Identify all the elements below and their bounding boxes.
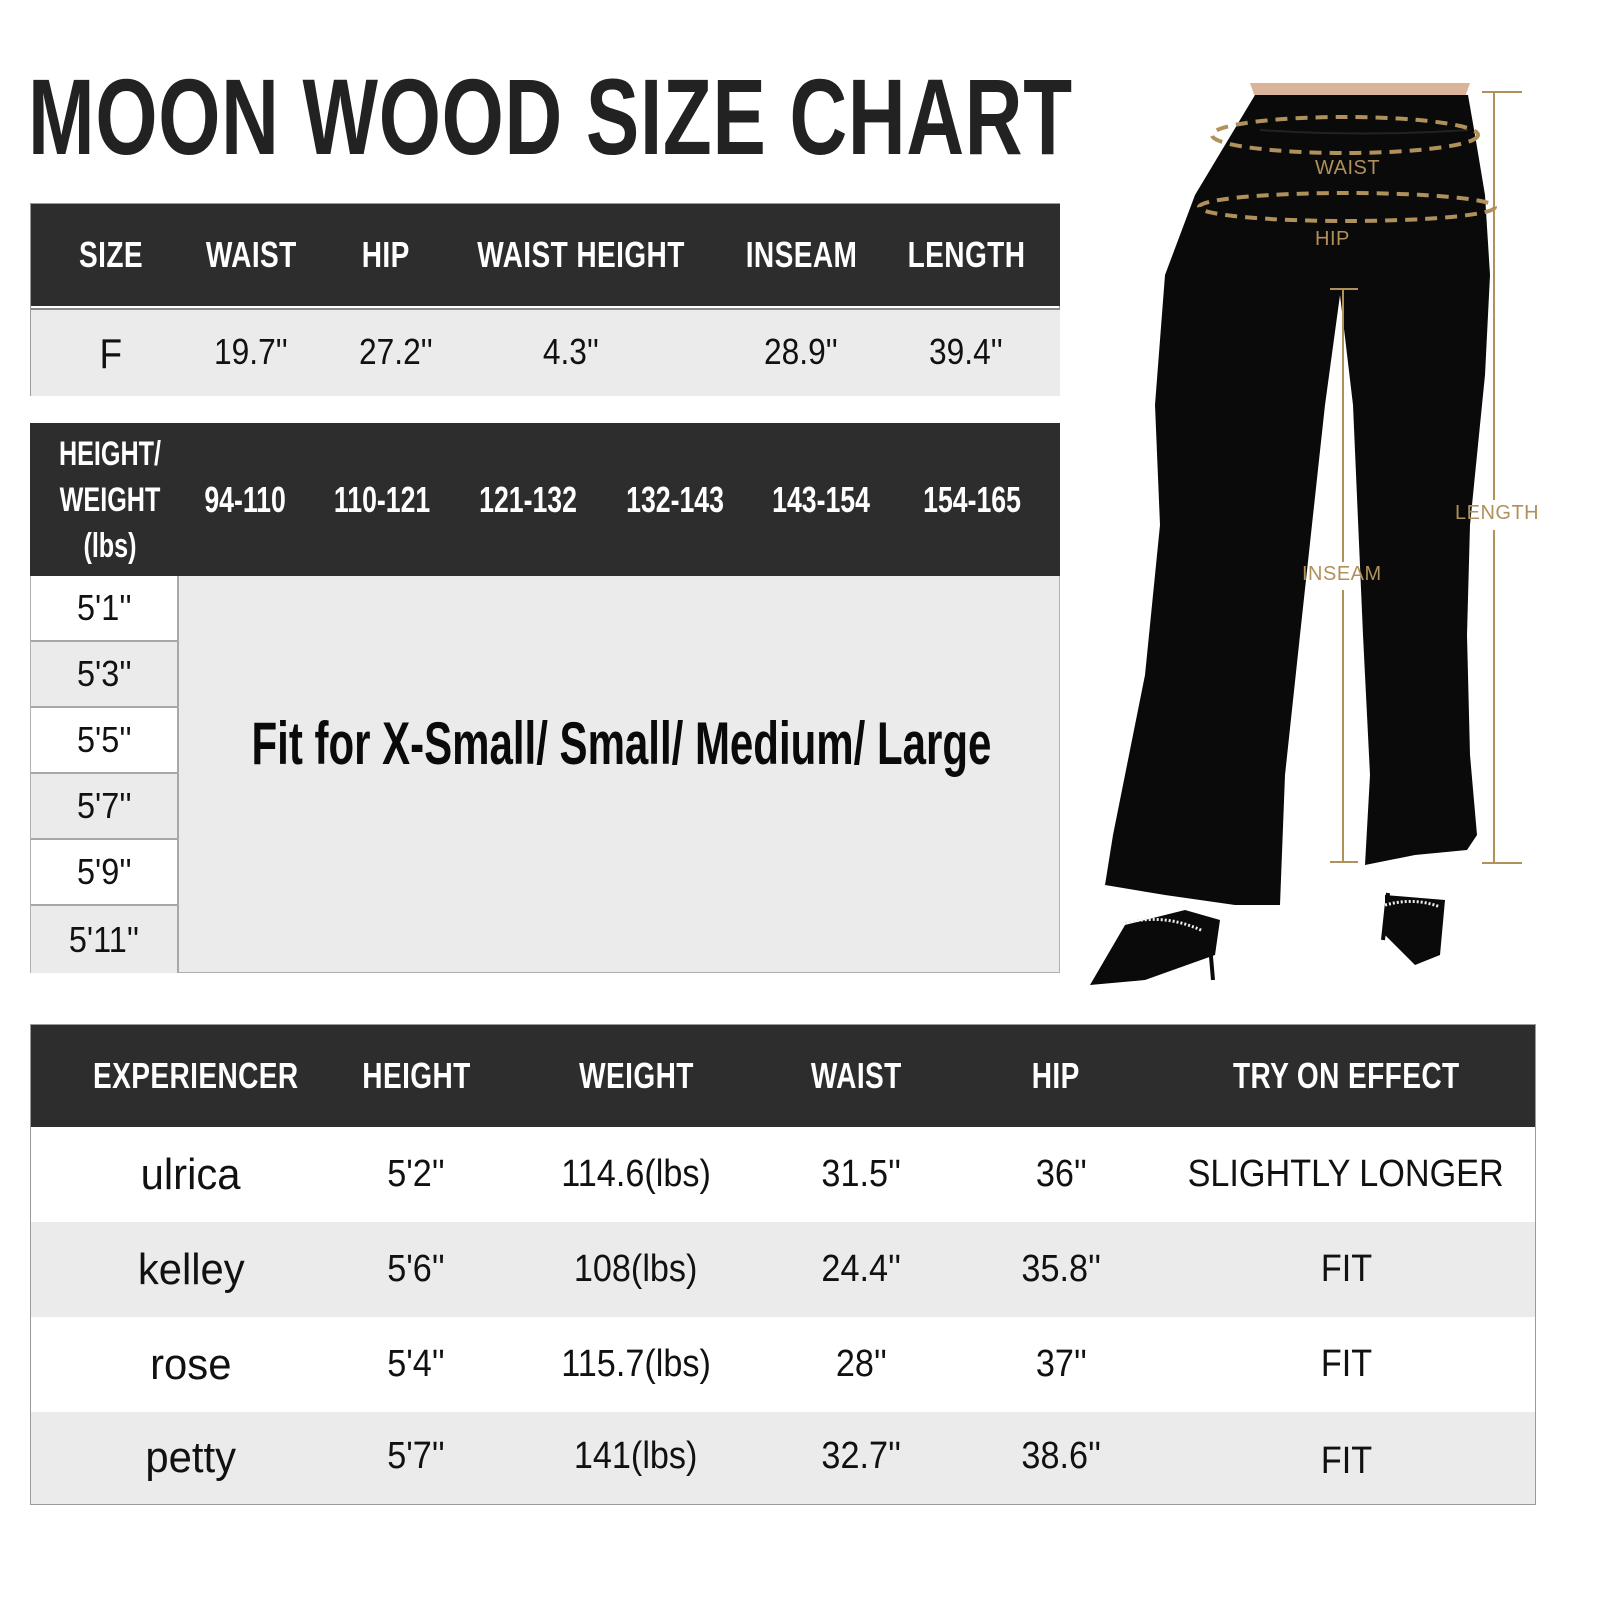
height-cell: 5'1'' bbox=[31, 576, 179, 642]
weight-range: 110-121 bbox=[333, 479, 431, 520]
weight-range: 132-143 bbox=[626, 479, 724, 520]
header-weight: WEIGHT bbox=[578, 1055, 694, 1096]
cell-waist-height: 4.3'' bbox=[542, 331, 600, 372]
cell-waist: 31.5'' bbox=[821, 1153, 901, 1195]
inseam-label: INSEAM bbox=[1302, 563, 1382, 585]
height-cell: 5'9'' bbox=[31, 840, 179, 906]
height-cell: 5'5'' bbox=[31, 708, 179, 774]
height-weight-body bbox=[30, 576, 1060, 973]
cell-hip: 35.8'' bbox=[1021, 1248, 1101, 1290]
cell-waist: 19.7'' bbox=[214, 331, 288, 372]
cell-weight: 114.6(lbs) bbox=[561, 1153, 711, 1195]
cell-waist: 28'' bbox=[835, 1343, 887, 1385]
weight-range: 154-165 bbox=[923, 479, 1022, 520]
height-weight-corner-label: HEIGHT/ WEIGHT (lbs) bbox=[58, 435, 162, 565]
cell-experiencer: kelley bbox=[137, 1244, 245, 1294]
header-size: SIZE bbox=[79, 234, 143, 275]
header-waist: WAIST bbox=[205, 234, 297, 275]
page-title bbox=[28, 56, 1108, 177]
cell-size: F bbox=[99, 330, 123, 377]
size-table bbox=[30, 203, 1060, 396]
experiencer-table bbox=[30, 1024, 1536, 1505]
length-label: LENGTH bbox=[1455, 502, 1540, 524]
cell-height: 5'6'' bbox=[387, 1248, 445, 1290]
header-hip: HIP bbox=[362, 234, 410, 275]
cell-hip: 27.2'' bbox=[359, 331, 433, 372]
table-row bbox=[31, 1127, 1535, 1222]
cell-waist: 24.4'' bbox=[821, 1248, 901, 1290]
cell-height: 5'7'' bbox=[387, 1434, 445, 1477]
cell-weight: 108(lbs) bbox=[574, 1248, 698, 1290]
height-cell: 5'11'' bbox=[31, 906, 179, 973]
table-row bbox=[31, 1412, 1535, 1504]
height-weight-table bbox=[30, 423, 1060, 973]
cell-hip: 38.6'' bbox=[1021, 1434, 1101, 1477]
weight-range: 94-110 bbox=[204, 479, 286, 520]
cell-try-on-effect: FIT bbox=[1320, 1343, 1372, 1385]
cell-hip: 36'' bbox=[1035, 1153, 1087, 1195]
cell-weight: 141(lbs) bbox=[574, 1434, 698, 1477]
size-table-header bbox=[31, 204, 1060, 306]
cell-height: 5'2'' bbox=[387, 1153, 445, 1195]
fit-note: Fit for X-Small/ Small/ Medium/ Large bbox=[251, 709, 991, 777]
weight-range: 143-154 bbox=[772, 479, 870, 520]
height-cell: 5'7'' bbox=[31, 774, 179, 840]
cell-length: 39.4'' bbox=[929, 331, 1003, 372]
table-row bbox=[31, 308, 1060, 396]
header-experiencer: EXPERIENCER bbox=[93, 1055, 299, 1096]
flare-pants-image bbox=[1085, 75, 1565, 995]
header-inseam: INSEAM bbox=[745, 234, 857, 275]
experiencer-table-header bbox=[31, 1025, 1535, 1127]
table-row bbox=[31, 1222, 1535, 1317]
cell-experiencer: ulrica bbox=[141, 1149, 241, 1199]
height-weight-header bbox=[30, 423, 1060, 576]
cell-try-on-effect: FIT bbox=[1320, 1248, 1372, 1290]
hip-label: HIP bbox=[1315, 228, 1350, 250]
cell-experiencer: rose bbox=[150, 1339, 232, 1389]
header-height: HEIGHT bbox=[361, 1055, 471, 1096]
header-try-on-effect: TRY ON EFFECT bbox=[1232, 1055, 1460, 1096]
cell-experiencer: petty bbox=[145, 1433, 237, 1482]
cell-inseam: 28.9'' bbox=[764, 331, 838, 372]
header-waist-height: WAIST HEIGHT bbox=[477, 234, 685, 275]
header-waist: WAIST bbox=[810, 1055, 902, 1096]
cell-waist: 32.7'' bbox=[821, 1434, 901, 1477]
cell-try-on-effect: SLIGHTLY LONGER bbox=[1187, 1153, 1505, 1195]
table-row bbox=[31, 1317, 1535, 1412]
cell-height: 5'4'' bbox=[387, 1343, 445, 1385]
cell-hip: 37'' bbox=[1035, 1343, 1087, 1385]
pants-illustration bbox=[1085, 75, 1565, 995]
cell-try-on-effect: FIT bbox=[1320, 1439, 1372, 1482]
title-text: MOON WOOD SIZE CHART bbox=[28, 56, 1073, 177]
header-length: LENGTH bbox=[907, 234, 1025, 275]
header-hip: HIP bbox=[1032, 1055, 1080, 1096]
height-cell: 5'3'' bbox=[31, 642, 179, 708]
weight-range: 121-132 bbox=[479, 479, 577, 520]
cell-weight: 115.7(lbs) bbox=[561, 1343, 711, 1385]
waist-label: WAIST bbox=[1315, 157, 1381, 179]
